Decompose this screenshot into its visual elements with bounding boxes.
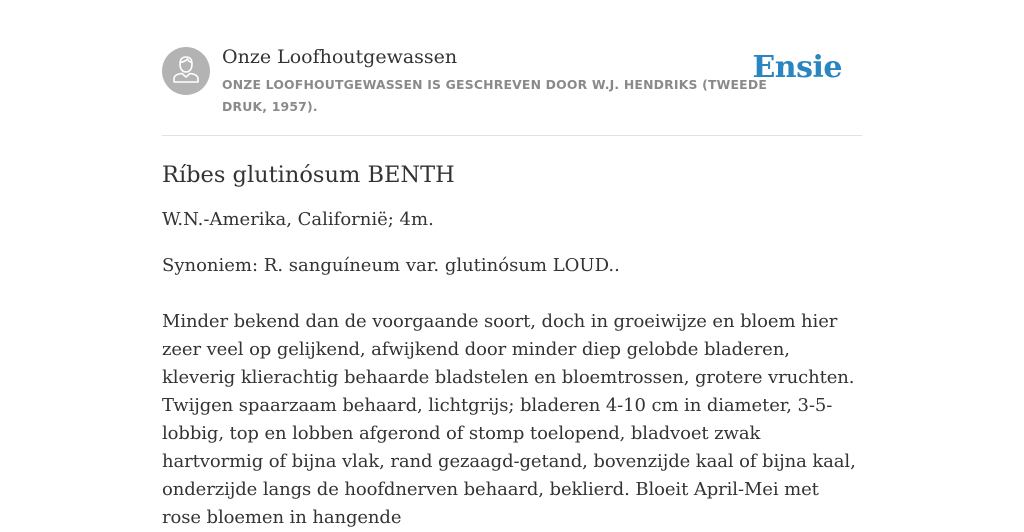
entry-title: Ríbes glutinósum BENTH [162,162,455,188]
ensie-logo[interactable]: Ensie [752,50,842,85]
entry-content [162,155,862,532]
source-description: ONZE LOOFHOUTGEWASSEN IS GESCHREVEN DOOR W.J. HENDRIKS (TWEEDE DRUK, 1957). [222,77,767,114]
entry-synonym: Synoniem: R. sanguíneum var. glutinósum LOUD.. [162,255,620,276]
entry-description: Minder bekend dan de voorgaande soort, doch in groeiwijze en bloem hier zeer veel op gelijkend, afwijkend door minder diep gelobde bladeren, kleverig klierachtig behaarde bladstelen en bloemtrossen, grotere vruchten. Twijgen spaarzaam behaard, lichtgrijs; bladeren 4-10 cm in diameter, 3-5-lobbig, top en lobben afgerond of stomp toelopend, bladvoet zwak hartvormig of bijna vlak, rand gezaagd-getand, bovenzijde kaal of bijna kaal, onderzijde langs de hoofdnerven behaard, beklierd. Bloeit April-Mei met rose bloemen in hangende [162,311,856,528]
source-header [162,45,862,135]
source-title[interactable]: Onze Loofhoutgewassen [222,46,458,68]
entry-origin: W.N.-Amerika, Californië; 4m. [162,209,434,230]
user-icon [162,47,210,95]
avatar[interactable] [162,47,210,95]
divider [162,135,862,136]
